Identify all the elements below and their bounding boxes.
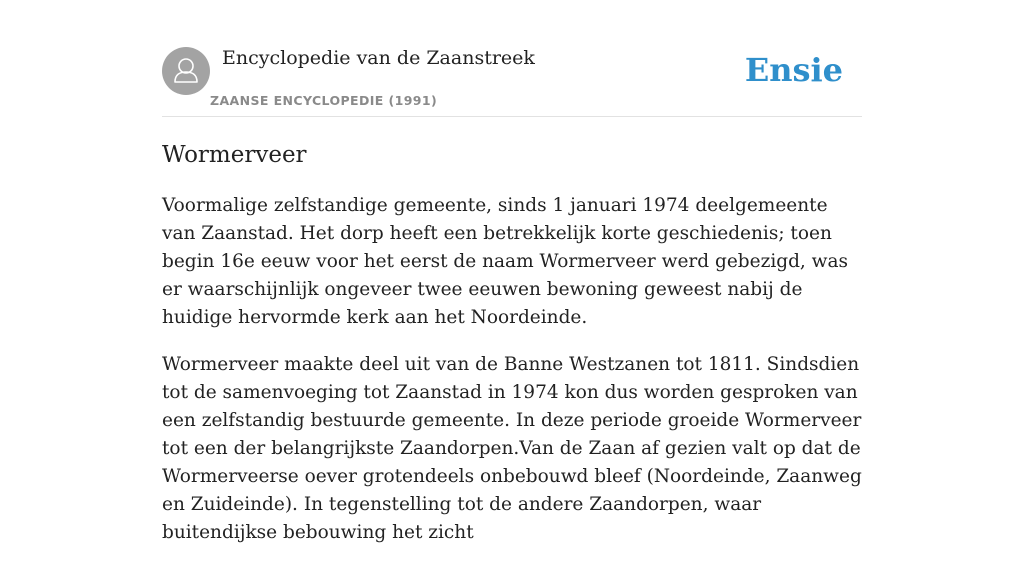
article-paragraph: Wormerveer maakte deel uit van de Banne Westzanen tot 1811. Sindsdien tot de samenvoeging tot Zaanstad in 1974 kon dus worden gesproken van een zelfstandig bestuurde gemeente. In deze periode groeide Wormerveer tot een der belangrijkste Zaandorpen.Van de Zaan af gezien valt op dat de Wormerveerse oever grotendeels onbebouwd bleef (Noordeinde, Zaanweg en Zuideinde). In tegenstelling tot de andere Zaandorpen, waar buitendijkse bebouwing het zicht	[162, 354, 862, 543]
source-title[interactable]: Encyclopedie van de Zaanstreek	[222, 47, 535, 69]
source-header	[162, 44, 862, 117]
user-icon[interactable]	[162, 47, 210, 95]
brand-logo[interactable]: Ensie	[744, 51, 843, 89]
article-paragraph: Voormalige zelfstandige gemeente, sinds 1 januari 1974 deelgemeente van Zaanstad. Het dorp heeft een betrekkelijk korte geschiedenis; toen begin 16e eeuw voor het eerst de naam Wormerveer werd gebezigd, was er waarschijnlijk ongeveer twee eeuwen bewoning geweest nabij de huidige hervormde kerk aan het Noordeinde.	[162, 195, 849, 328]
source-subtitle: ZAANSE ENCYCLOPEDIE (1991)	[210, 93, 438, 108]
article-title: Wormerveer	[162, 142, 307, 168]
article-body	[162, 192, 862, 566]
